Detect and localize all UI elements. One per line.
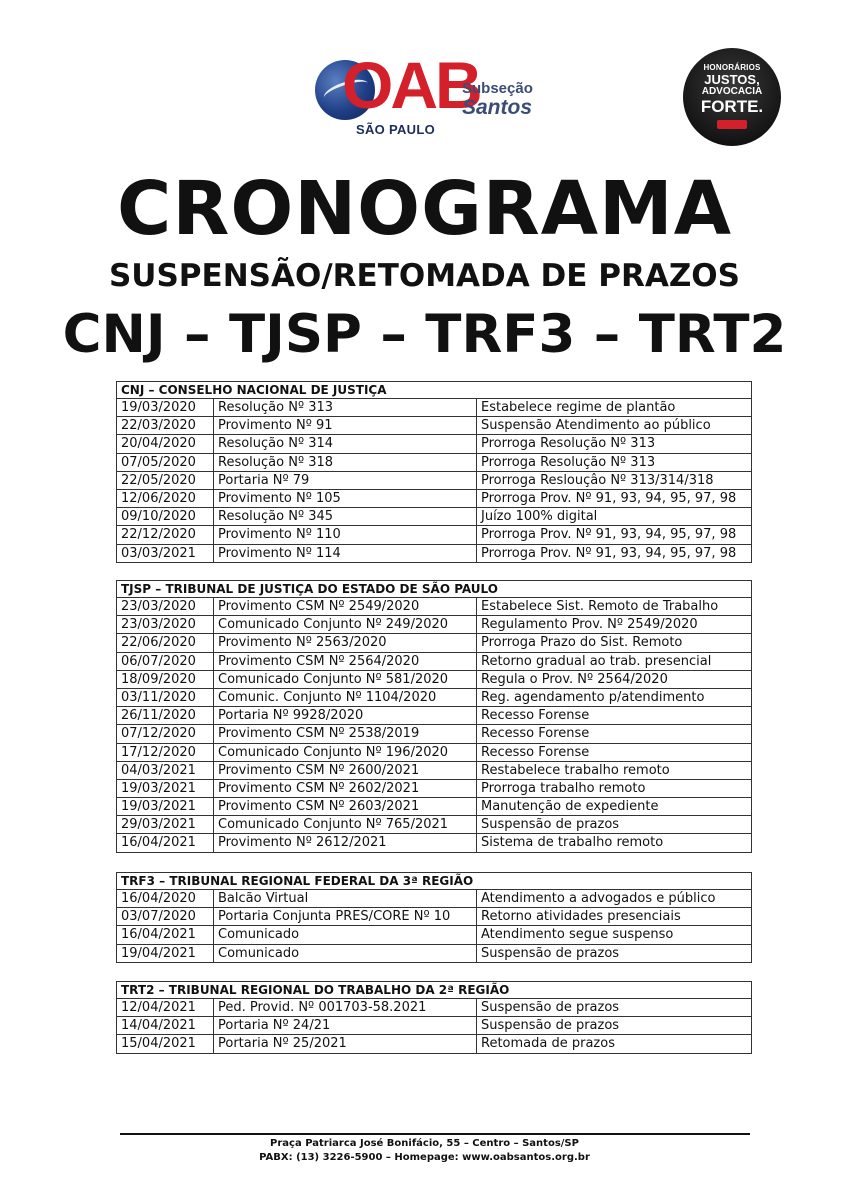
act-cell: Provimento CSM Nº 2600/2021 — [214, 762, 477, 779]
table-row — [117, 945, 751, 963]
description-cell: Reg. agendamento p/atendimento — [481, 689, 705, 705]
table-row — [117, 435, 751, 453]
date-cell: 23/03/2020 — [117, 598, 214, 615]
description-cell: Prorroga trabalho remoto — [481, 780, 646, 796]
description-cell: Recesso Forense — [481, 726, 590, 742]
seal-line-2: JUSTOS, — [704, 72, 760, 87]
campaign-seal — [683, 48, 781, 146]
date-cell: 06/07/2020 — [117, 653, 214, 670]
table-row — [117, 472, 751, 490]
description-cell: Prorroga Prov. Nº 91, 93, 94, 95, 97, 98 — [481, 527, 737, 543]
section-heading: CNJ – CONSELHO NACIONAL DE JUSTIÇA — [117, 382, 751, 399]
act-cell: Ped. Provid. Nº 001703-58.2021 — [214, 999, 477, 1016]
act-cell: Comunicado Conjunto Nº 581/2020 — [214, 671, 477, 688]
description-cell: Recesso Forense — [481, 708, 590, 724]
date-cell: 19/03/2021 — [117, 798, 214, 815]
date-cell: 26/11/2020 — [117, 707, 214, 724]
act-cell: Portaria Conjunta PRES/CORE Nº 10 — [214, 908, 477, 925]
oab-city: Santos — [462, 96, 533, 119]
date-cell: 19/04/2021 — [117, 945, 214, 962]
description-cell: Recesso Forense — [481, 744, 590, 760]
date-cell: 17/12/2020 — [117, 744, 214, 761]
table-row — [117, 634, 751, 652]
act-cell: Provimento Nº 2563/2020 — [214, 634, 477, 651]
footer-contact: PABX: (13) 3226-5900 – Homepage: www.oabsantos.org.br — [259, 1152, 590, 1163]
table-row — [117, 399, 751, 417]
act-cell: Provimento CSM Nº 2538/2019 — [214, 725, 477, 742]
table-row — [117, 490, 751, 508]
table-row — [117, 762, 751, 780]
description-cell: Prorroga Reslouçâo Nº 313/314/318 — [481, 472, 714, 488]
table-row — [117, 689, 751, 707]
seal-line-1: HONORÁRIOS — [703, 63, 761, 72]
footer-divider — [120, 1133, 750, 1135]
date-cell: 03/07/2020 — [117, 908, 214, 925]
date-cell: 07/12/2020 — [117, 725, 214, 742]
table-row — [117, 780, 751, 798]
act-cell: Comunicado Conjunto Nº 249/2020 — [214, 616, 477, 633]
description-cell: Estabelece regime de plantão — [481, 400, 676, 415]
description-cell: Regula o Prov. Nº 2564/2020 — [481, 671, 668, 687]
description-cell: Suspensão de prazos — [481, 817, 620, 833]
description-cell: Suspensão de prazos — [481, 1018, 620, 1034]
act-cell: Resolução Nº 314 — [214, 435, 477, 452]
table-row — [117, 545, 751, 563]
table-row — [117, 816, 751, 834]
table-row — [117, 725, 751, 743]
description-cell: Juízo 100% digital — [481, 509, 598, 525]
description-cell: Prorroga Prov. Nº 91, 93, 94, 95, 97, 98 — [481, 490, 737, 506]
table-row — [117, 999, 751, 1017]
table-row — [117, 417, 751, 435]
table-row — [117, 598, 751, 616]
section-heading: TJSP – TRIBUNAL DE JUSTIÇA DO ESTADO DE SÃO PAULO — [117, 581, 751, 598]
date-cell: 03/03/2021 — [117, 545, 214, 562]
table-row — [117, 908, 751, 926]
description-cell: Estabelece Sist. Remoto de Trabalho — [481, 599, 719, 614]
act-cell: Comunicado — [214, 945, 477, 962]
footer-address: Praça Patriarca José Bonifácio, 55 – Centro – Santos/SP — [270, 1138, 579, 1149]
date-cell: 09/10/2020 — [117, 508, 214, 525]
act-cell: Provimento Nº 105 — [214, 490, 477, 507]
description-cell: Retorno atividades presenciais — [481, 909, 681, 925]
act-cell: Provimento Nº 2612/2021 — [214, 834, 477, 851]
act-cell: Provimento CSM Nº 2603/2021 — [214, 798, 477, 815]
act-cell: Provimento Nº 110 — [214, 526, 477, 543]
description-cell: Atendimento a advogados e público — [481, 891, 716, 906]
description-cell: Prorroga Resolução Nº 313 — [481, 454, 656, 470]
oab-letters: OAB — [342, 48, 480, 122]
table-row — [117, 1035, 751, 1053]
trf3-table — [116, 872, 752, 963]
description-cell: Sistema de trabalho remoto — [481, 835, 664, 851]
act-cell: Comunicado Conjunto Nº 196/2020 — [214, 744, 477, 761]
page-title: CRONOGRAMA — [117, 166, 732, 252]
date-cell: 22/12/2020 — [117, 526, 214, 543]
act-cell: Resolução Nº 345 — [214, 508, 477, 525]
seal-badge-icon — [717, 120, 747, 129]
date-cell: 23/03/2020 — [117, 616, 214, 633]
description-cell: Atendimento segue suspenso — [481, 927, 674, 943]
description-cell: Suspensão de prazos — [481, 945, 620, 961]
act-cell: Resolução Nº 318 — [214, 454, 477, 471]
description-cell: Retomada de prazos — [481, 1036, 615, 1052]
act-cell: Provimento CSM Nº 2602/2021 — [214, 780, 477, 797]
description-cell: Suspensão Atendimento ao público — [481, 418, 711, 434]
table-row — [117, 454, 751, 472]
table-row — [117, 508, 751, 526]
description-cell: Prorroga Resolução Nº 313 — [481, 436, 656, 452]
act-cell: Comunic. Conjunto Nº 1104/2020 — [214, 689, 477, 706]
date-cell: 19/03/2021 — [117, 780, 214, 797]
seal-line-3: ADVOCACIA — [701, 86, 763, 97]
description-cell: Manutenção de expediente — [481, 799, 659, 815]
date-cell: 16/04/2021 — [117, 926, 214, 943]
date-cell: 18/09/2020 — [117, 671, 214, 688]
section-heading: TRF3 – TRIBUNAL REGIONAL FEDERAL DA 3ª REGIÃO — [117, 873, 751, 890]
date-cell: 20/04/2020 — [117, 435, 214, 452]
act-cell: Provimento Nº 114 — [214, 545, 477, 562]
oab-subsecao: Subseção — [462, 80, 533, 97]
date-cell: 12/04/2021 — [117, 999, 214, 1016]
date-cell: 03/11/2020 — [117, 689, 214, 706]
date-cell: 12/06/2020 — [117, 490, 214, 507]
date-cell: 22/05/2020 — [117, 472, 214, 489]
act-cell: Portaria Nº 79 — [214, 472, 477, 489]
tjsp-table — [116, 580, 752, 853]
table-row — [117, 671, 751, 689]
description-cell: Prorroga Prazo do Sist. Remoto — [481, 635, 683, 651]
act-cell: Portaria Nº 25/2021 — [214, 1035, 477, 1052]
table-row — [117, 834, 751, 852]
act-cell: Provimento Nº 91 — [214, 417, 477, 434]
act-cell: Balcão Virtual — [214, 890, 477, 907]
act-cell: Resolução Nº 313 — [214, 399, 477, 416]
date-cell: 19/03/2020 — [117, 399, 214, 416]
act-cell: Comunicado — [214, 926, 477, 943]
act-cell: Portaria Nº 9928/2020 — [214, 707, 477, 724]
description-cell: Retorno gradual ao trab. presencial — [481, 653, 712, 669]
table-row — [117, 744, 751, 762]
table-row — [117, 890, 751, 908]
date-cell: 07/05/2020 — [117, 454, 214, 471]
table-row — [117, 526, 751, 544]
page-subtitle: SUSPENSÃO/RETOMADA DE PRAZOS — [108, 258, 740, 294]
description-cell: Suspensão de prazos — [481, 1000, 620, 1015]
description-cell: Restabelece trabalho remoto — [481, 762, 670, 778]
date-cell: 22/03/2020 — [117, 417, 214, 434]
act-cell: Provimento CSM Nº 2549/2020 — [214, 598, 477, 615]
act-cell: Provimento CSM Nº 2564/2020 — [214, 653, 477, 670]
description-cell: Regulamento Prov. Nº 2549/2020 — [481, 617, 698, 633]
table-row — [117, 707, 751, 725]
seal-line-4: FORTE. — [700, 97, 764, 116]
act-cell: Portaria Nº 24/21 — [214, 1017, 477, 1034]
trt2-table — [116, 981, 752, 1054]
table-row — [117, 798, 751, 816]
date-cell: 16/04/2020 — [117, 890, 214, 907]
courts-title: CNJ – TJSP – TRF3 – TRT2 — [62, 304, 787, 365]
cnj-table — [116, 381, 752, 563]
table-row — [117, 653, 751, 671]
table-row — [117, 926, 751, 944]
date-cell: 04/03/2021 — [117, 762, 214, 779]
oab-logo — [312, 48, 544, 140]
table-row — [117, 616, 751, 634]
description-cell: Prorroga Prov. Nº 91, 93, 94, 95, 97, 98 — [481, 545, 737, 561]
date-cell: 15/04/2021 — [117, 1035, 214, 1052]
date-cell: 22/06/2020 — [117, 634, 214, 651]
table-row — [117, 1017, 751, 1035]
section-heading: TRT2 – TRIBUNAL REGIONAL DO TRABALHO DA 2ª REGIÃO — [117, 982, 751, 999]
act-cell: Comunicado Conjunto Nº 765/2021 — [214, 816, 477, 833]
date-cell: 29/03/2021 — [117, 816, 214, 833]
date-cell: 14/04/2021 — [117, 1017, 214, 1034]
oab-state: SÃO PAULO — [356, 122, 436, 137]
date-cell: 16/04/2021 — [117, 834, 214, 851]
